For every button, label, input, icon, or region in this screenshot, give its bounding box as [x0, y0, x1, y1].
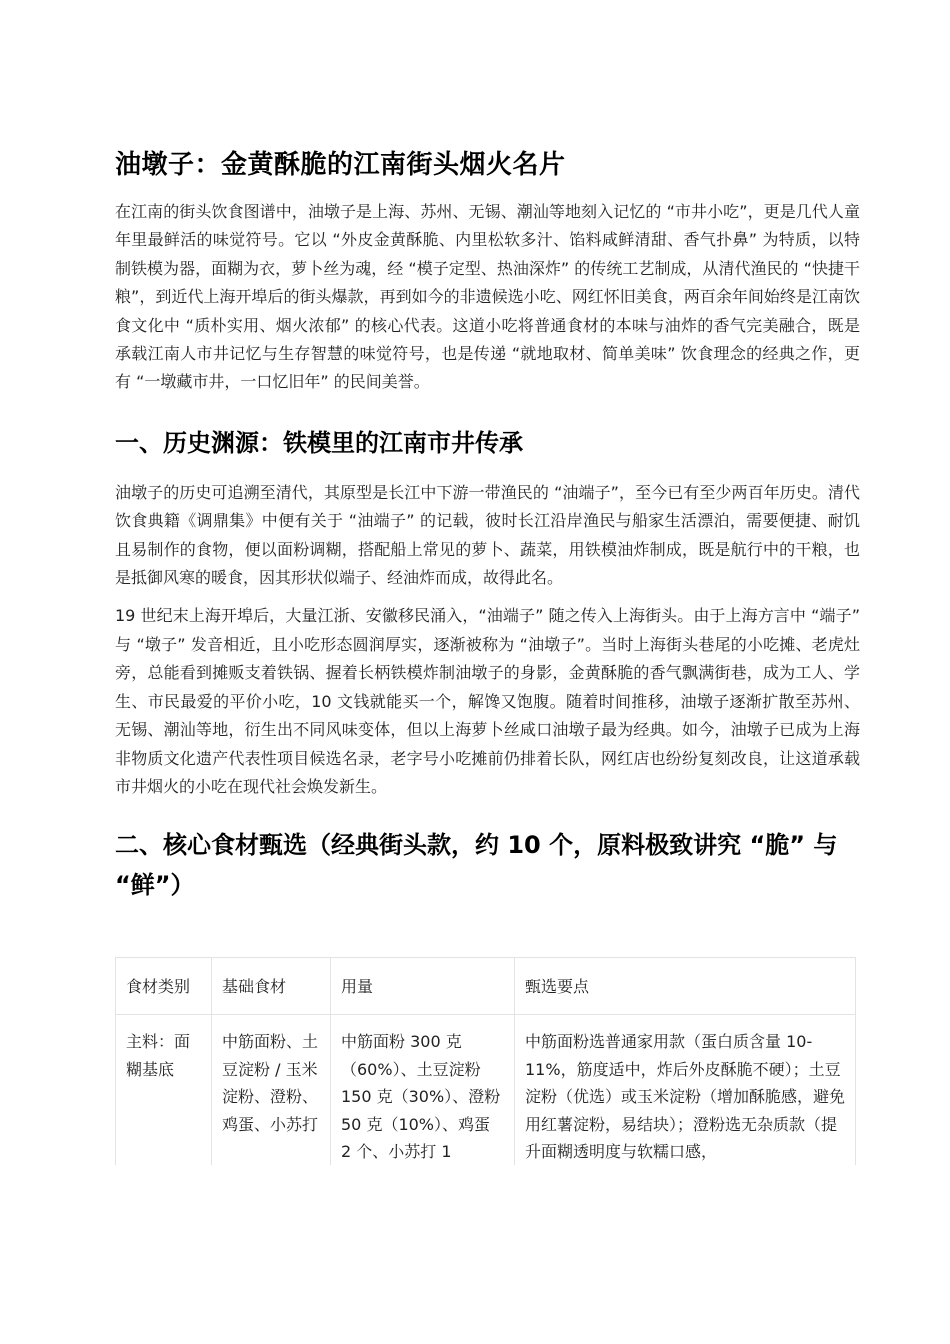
- header-cell-amount: 用量: [331, 958, 515, 1015]
- cell-amount: 中筋面粉 300 克（60%）、土豆淀粉 150 克（30%）、澄粉 50 克（10%）、鸡蛋 2 个、小苏打 1: [331, 1015, 515, 1166]
- history-paragraph-1: 油墩子的历史可追溯至清代，其原型是长江中下游一带渔民的 “油端子”，至今已有至少两百年历史。清代饮食典籍《调鼎集》中便有关于 “油端子” 的记载，彼时长江沿岸渔民与船家生活漂泊，需要便捷、耐饥且易制作的食物，便以面粉调糊，搭配船上常见的萝卜、蔬菜，用铁模油炸制成，既是航行中的干粮，也是抵御风寒的暖食，因其形状似端子、经油炸而成，故得此名。: [115, 482, 860, 588]
- header-cell-category: 食材类别: [116, 958, 212, 1015]
- history-heading: 一、历史渊源：铁模里的江南市井传承: [115, 428, 523, 457]
- header-cell-base: 基础食材: [212, 958, 331, 1015]
- ingredients-heading: 二、核心食材甄选（经典街头款，约 10 个，原料极致讲究 “脆” 与 “鲜”）: [115, 831, 838, 900]
- history-paragraph-2: 19 世纪末上海开埠后，大量江浙、安徽移民涌入，“油端子” 随之传入上海街头。由于上海方言中 “端子” 与 “墩子” 发音相近，且小吃形态圆润厚实，逐渐被称为 “油墩子”。当时上海街头巷尾的小吃摊、老虎灶旁，总能看到摊贩支着铁锅、握着长柄铁模炸制油墩子的身影，金黄酥脆的香气飘满街巷，成为工人、学生、市民最爱的平价小吃，10 文钱就能买一个，解馋又饱腹。随着时间推移，油墩子逐渐扩散至苏州、无锡、潮汕等地，衍生出不同风味变体，但以上海萝卜丝咸口油墩子最为经典。如今，油墩子已成为上海非物质文化遗产代表性项目候选名录，老字号小吃摊前仍排着长队，网红店也纷纷复刻改良，让这道承载市井烟火的小吃在现代社会焕发新生。: [115, 606, 860, 796]
- page-title: 油墩子：金黄酥脆的江南街头烟火名片: [115, 150, 566, 180]
- header-cell-points: 甄选要点: [515, 958, 856, 1015]
- ingredients-table: [115, 957, 856, 1165]
- cell-base: 中筋面粉、土豆淀粉 / 玉米淀粉、澄粉、鸡蛋、小苏打: [212, 1015, 331, 1166]
- ingredients-table-container: [115, 957, 860, 1165]
- table-row: [116, 1015, 856, 1166]
- cell-category: 主料：面糊基底: [116, 1015, 212, 1166]
- intro-paragraph: 在江南的街头饮食图谱中，油墩子是上海、苏州、无锡、潮汕等地刻入记忆的 “市井小吃”，更是几代人童年里最鲜活的味觉符号。它以 “外皮金黄酥脆、内里松软多汁、馅料咸鲜清甜、香气扑鼻” 为特质，以特制铁模为器，面糊为衣，萝卜丝为魂，经 “模子定型、热油深炸” 的传统工艺制成，从清代渔民的 “快捷干粮”，到近代上海开埠后的街头爆款，再到如今的非遗候选小吃、网红怀旧美食，两百余年间始终是江南饮食文化中 “质朴实用、烟火浓郁” 的核心代表。这道小吃将普通食材的本味与油炸的香气完美融合，既是承载江南人市井记忆与生存智慧的味觉符号，也是传递 “就地取材、简单美味” 饮食理念的经典之作，更有 “一墩藏市井，一口忆旧年” 的民间美誉。: [115, 202, 860, 392]
- cell-points: 中筋面粉选普通家用款（蛋白质含量 10-11%，筋度适中，炸后外皮酥脆不硬）；土豆淀粉（优选）或玉米淀粉（增加酥脆感，避免用红薯淀粉，易结块）；澄粉选无杂质款（提升面糊透明度与软糯口感，: [515, 1015, 856, 1166]
- document-page: [115, 140, 860, 1165]
- table-header-row: [116, 958, 856, 1015]
